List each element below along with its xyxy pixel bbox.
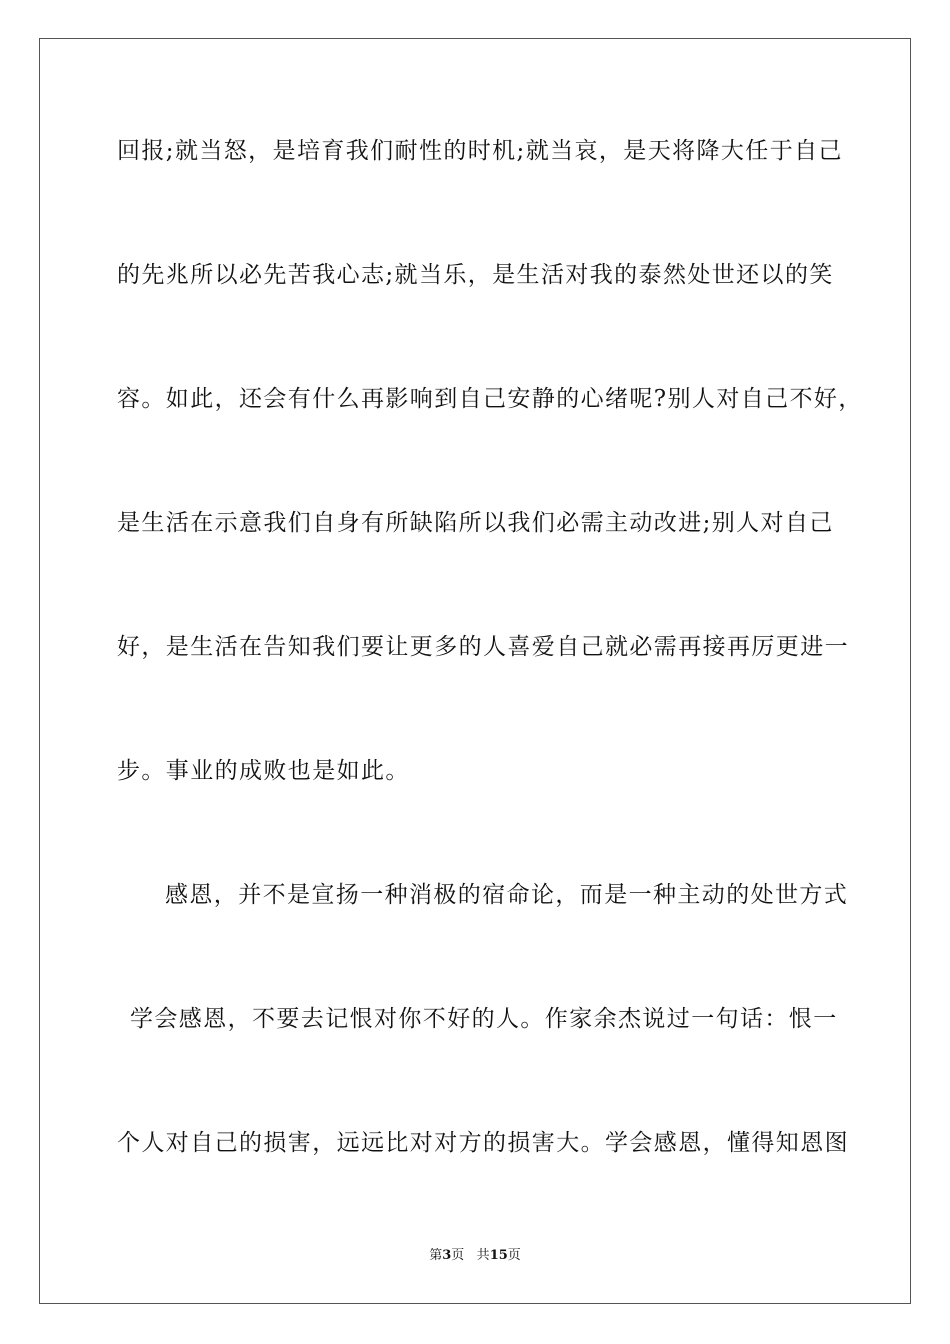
footer-total-pages: 15	[489, 1248, 508, 1263]
body-line-2: 的先兆所以必先苦我心志;就当乐，是生活对我的泰然处世还以的笑	[117, 262, 834, 288]
body-line-6: 步。事业的成败也是如此。	[117, 758, 410, 784]
body-line-9: 个人对自己的损害，远远比对对方的损害大。学会感恩，懂得知恩图	[117, 1130, 849, 1156]
body-line-4: 是生活在示意我们自身有所缺陷所以我们必需主动改进;别人对自己	[117, 510, 834, 536]
paragraph-first-line: 感恩，并不是宣扬一种消极的宿命论，而是一种主动的处世方式	[165, 882, 849, 908]
footer-total-prefix: 共	[476, 1248, 490, 1263]
page-border	[39, 38, 911, 1304]
body-line-8: 学会感恩，不要去记恨对你不好的人。作家余杰说过一句话：恨一	[130, 1006, 838, 1032]
footer-page-prefix: 第	[429, 1248, 443, 1263]
body-line-1: 回报;就当怒，是培育我们耐性的时机;就当哀，是天将降大任于自己	[117, 138, 843, 164]
page-footer	[0, 1248, 950, 1264]
footer-total-suffix: 页	[507, 1248, 521, 1263]
footer-page-number: 3	[442, 1248, 452, 1263]
body-line-3: 容。如此，还会有什么再影响到自己安静的心绪呢?别人对自己不好，	[117, 386, 863, 412]
footer-page-suffix: 页	[451, 1248, 465, 1263]
body-line-5: 好，是生活在告知我们要让更多的人喜爱自己就必需再接再厉更进一	[117, 634, 849, 660]
